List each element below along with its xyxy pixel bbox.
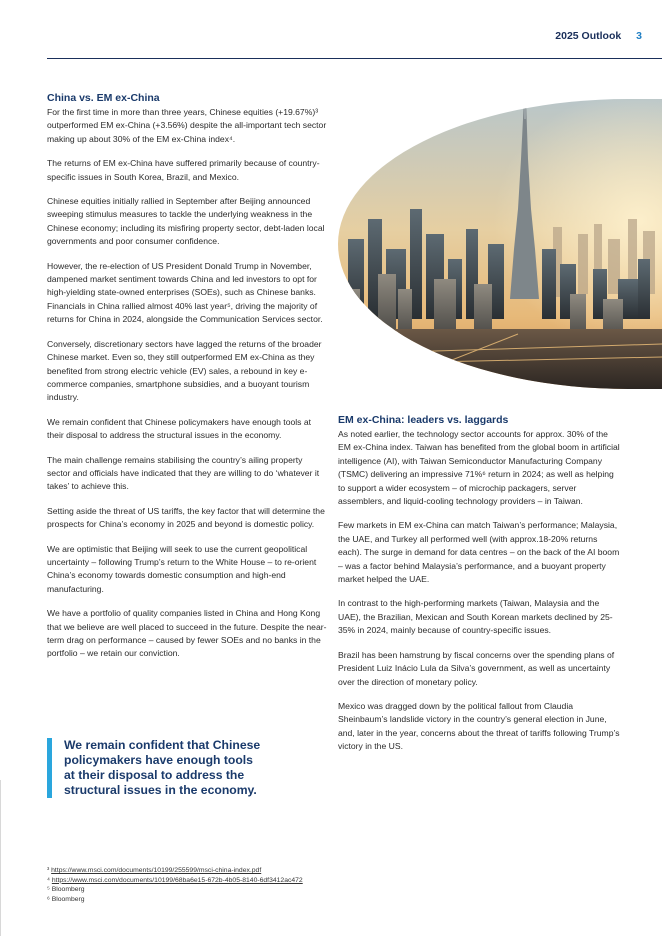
paragraph: The main challenge remains stabilising the country’s ailing property sector and officials have indicated that they are willing to do ‘whatever it takes’ to achieve this. bbox=[47, 454, 320, 492]
paragraph: We remain confident that Chinese policymakers have enough tools at their disposal to address the structural issues in the economy. bbox=[47, 416, 312, 441]
pull-quote-line: policymakers have enough tools bbox=[64, 753, 253, 767]
paragraph: For the first time in more than three years, Chinese equities (+19.67%)³ outperformed EM ex-China (+3.56%) despite the all-important tech sector making up about 30% of the EM ex-China index⁴. bbox=[47, 107, 327, 144]
left-column bbox=[47, 92, 327, 672]
pull-quote bbox=[47, 738, 334, 798]
footnote bbox=[47, 866, 447, 876]
paragraph: Conversely, discretionary sectors have lagged the returns of the broader Chinese market. Even so, they still outperformed EM ex-China as they benefited from strong electric vehicle (EV) sales, a rebound in key e-commerce companies, smartphone subsidies, and a buoyant tourism industry. bbox=[47, 338, 322, 403]
footnote-link[interactable]: https://www.msci.com/documents/10199/255599/msci-china-index.pdf bbox=[51, 867, 262, 874]
footnote-number: ⁵ bbox=[47, 886, 50, 894]
paragraph: We are optimistic that Beijing will seek to use the current geopolitical uncertainty – following Trump’s return to the White House – to re-orient China’s economy towards domestic consumption and high-end manufacturing. bbox=[47, 543, 317, 594]
city-skyline-image bbox=[338, 99, 662, 389]
pull-quote-line: We remain confident that Chinese bbox=[64, 738, 261, 752]
paragraph: We have a portfolio of quality companies listed in China and Hong Kong that we believe are well placed to succeed in the future. Despite the near-term drag on performance – caused by fewer SOEs and no banks in the portfolio – we retain our conviction. bbox=[47, 608, 327, 659]
pull-quote-line: structural issues in the economy. bbox=[64, 783, 257, 797]
paragraph: Mexico was dragged down by the political fallout from Claudia Sheinbaum’s landslide victory in the country’s general election in June, and, later in the year, concerns about the threat of tariffs following Trump’s victory in the US. bbox=[338, 700, 620, 752]
section-heading-china: China vs. EM ex-China bbox=[47, 92, 160, 104]
footnote bbox=[47, 885, 447, 895]
footnote-link[interactable]: https://www.msci.com/documents/10199/68ba6e15-672b-4b05-8140-6df3412ac472 bbox=[51, 876, 303, 884]
footnote bbox=[47, 876, 447, 886]
page-number: 3 bbox=[636, 30, 642, 42]
paragraph: Chinese equities initially rallied in September after Beijing announced sweeping stimulus measures to tackle the underlying weakness in the Chinese economy; including its misfiring property sector, debt-laden local governments and poor consumer confidence. bbox=[47, 196, 325, 247]
page-header bbox=[555, 30, 642, 42]
paragraph: As noted earlier, the technology sector accounts for approx. 30% of the EM ex-China index. Taiwan has benefited from the global boom in artificial intelligence (AI), with Taiwan Semiconductor Manufacturing Company (TSMC) delivering an impressive 71%⁶ return in 2024; as well as helping to support a wider ecosystem – of microchip packagers, server assemblers, and liquid-cooling technology providers – in Taiwan. bbox=[338, 429, 620, 507]
paragraph: Setting aside the threat of US tariffs, the key factor that will determine the prospects for China’s economy in 2025 and beyond is domestic policy. bbox=[47, 505, 325, 530]
paragraph: Brazil has been hamstrung by fiscal concerns over the spending plans of President Luiz Inácio Lula da Silva’s government, as well as uncertainty over the direction of monetary policy. bbox=[338, 649, 615, 687]
footnote bbox=[47, 895, 447, 905]
paragraph: In contrast to the high-performing markets (Taiwan, Malaysia and the UAE), the Brazilian, Mexican and South Korean markets declined by 25-35% in 2024, mainly because of country-specific issues. bbox=[338, 598, 613, 636]
footnote-number: ⁶ bbox=[47, 895, 50, 903]
footnote-text: Bloomberg bbox=[51, 895, 85, 903]
margin-line bbox=[0, 780, 1, 936]
paragraph: However, the re-election of US President Donald Trump in November, dampened market sentiment towards China and led investors to opt for high-yielding state-owned enterprises (SOEs), such as Chinese banks. Financials in China rallied almost 40% last year⁵, driving the majority of returns for China in 2024, alongside the Communication Services sector. bbox=[47, 260, 323, 325]
header-rule bbox=[47, 58, 662, 59]
paragraph: The returns of EM ex-China have suffered primarily because of country-specific issues in South Korea, Brazil, and Mexico. bbox=[47, 158, 320, 182]
pull-quote-line: at their disposal to address the bbox=[64, 768, 245, 782]
right-column bbox=[338, 414, 620, 765]
paragraph: Few markets in EM ex-China can match Taiwan’s performance; Malaysia, the UAE, and Turkey all performed well (with approx.18-20% returns each). The surge in demand for data centres – on the back of the AI boom – was a factor behind Malaysia’s performance, and a buoyant property market helped the UAE. bbox=[338, 520, 620, 585]
footnote-text: Bloomberg bbox=[51, 886, 85, 894]
section-heading-em: EM ex-China: leaders vs. laggards bbox=[338, 414, 509, 426]
footnote-number: ³ bbox=[47, 867, 50, 874]
footnote-number: ⁴ bbox=[47, 876, 50, 884]
report-title: 2025 Outlook bbox=[555, 30, 622, 42]
footnotes bbox=[47, 866, 447, 904]
